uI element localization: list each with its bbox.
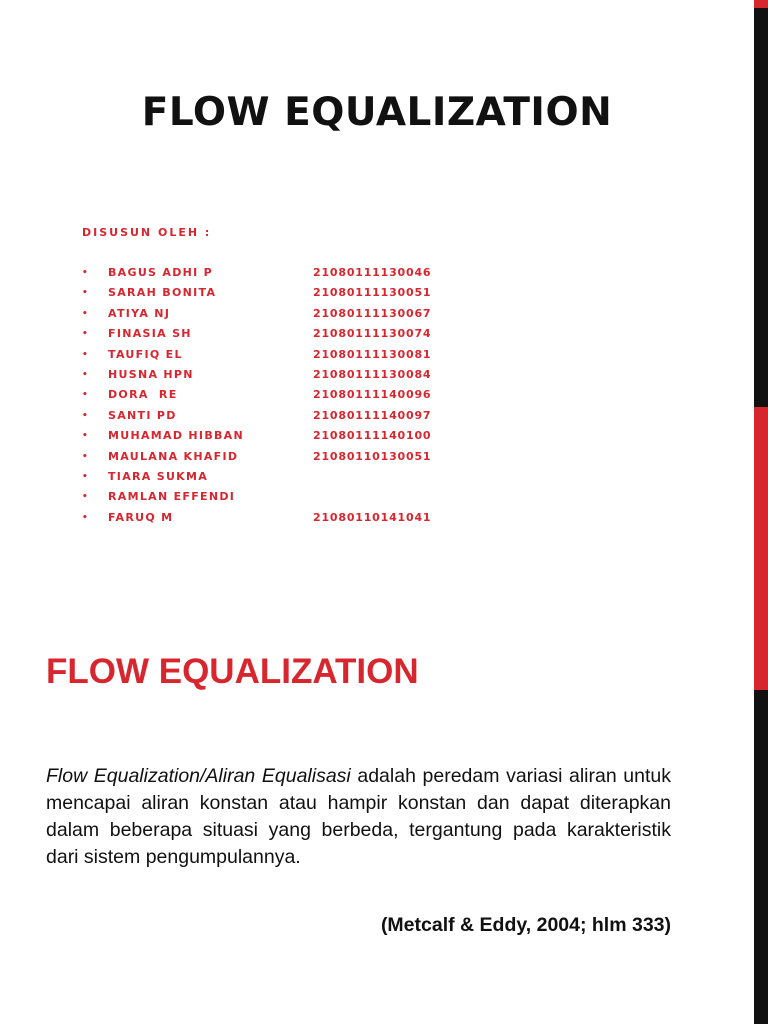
member-item [82,368,462,388]
member-item [82,490,462,510]
bullet-icon: • [82,308,90,319]
member-name: HUSNA HPN [108,367,194,381]
member-nim: 21080111130074 [313,327,432,341]
side-bar-accent-top [754,0,768,8]
member-name: TIARA SUKMA [108,469,209,483]
member-name: FINASIA SH [108,327,192,341]
definition-paragraph [46,763,671,871]
member-nim: 21080111130046 [313,266,432,279]
member-item [82,348,462,368]
member-nim: 21080111130051 [313,286,432,300]
member-item [82,470,462,490]
slide1-title: FLOW EQUALIZATION [141,90,613,135]
member-item [82,409,462,429]
bullet-icon: • [82,410,90,421]
member-item [82,511,462,531]
bullet-icon: • [82,451,90,462]
member-item [82,388,462,408]
member-list [82,266,462,531]
bullet-icon: • [82,431,90,442]
member-nim: 21080110141041 [313,510,432,524]
member-item [82,450,462,470]
bullet-icon: • [82,349,90,360]
bullet-icon: • [82,390,90,401]
member-item [82,286,462,306]
definition-text: adalah peredam variasi aliran untuk mencapai aliran konstan atau hampir konstan dan dapat diterapkan dalam beberapa situasi yang berbeda, tergantung pada karakteristik dari sistem pengumpulannya. [46,765,671,868]
member-nim: 21080111130067 [313,306,432,320]
member-nim: 21080111140100 [313,429,432,443]
member-name: ATIYA NJ [108,306,171,320]
member-name: RAMLAN EFFENDI [108,490,236,504]
bullet-icon: • [82,471,90,482]
member-name: DORA RE [108,388,178,402]
bullet-icon: • [82,288,90,299]
bullet-icon: • [82,492,90,503]
member-item [82,429,462,449]
member-nim: 21080111130081 [313,347,432,361]
member-item [82,307,462,327]
citation: (Metcalf & Eddy, 2004; hlm 333) [380,914,671,936]
member-nim: 21080111130084 [313,367,432,381]
member-nim: 21080111140096 [313,388,432,402]
authors-heading: DISUSUN OLEH : [82,226,212,239]
bullet-icon: • [82,369,90,380]
member-name: BAGUS ADHI P [108,266,214,279]
member-name: FARUQ M [108,510,174,524]
member-name: TAUFIQ EL [108,347,183,361]
member-nim: 21080110130051 [313,449,432,463]
member-name: MUHAMAD HIBBAN [108,429,245,443]
definition-term: Flow Equalization/Aliran Equalisasi [46,765,351,787]
member-item [82,327,462,347]
member-name: MAULANA KHAFID [108,449,239,463]
slide2-title: FLOW EQUALIZATION [46,652,419,691]
member-nim: 21080111140097 [313,408,432,422]
member-name: SARAH BONITA [108,286,217,300]
bullet-icon: • [82,329,90,340]
side-bar-accent [754,407,768,690]
bullet-icon: • [82,512,90,523]
member-item [82,266,462,286]
member-name: SANTI PD [108,408,177,422]
bullet-icon: • [82,268,90,278]
